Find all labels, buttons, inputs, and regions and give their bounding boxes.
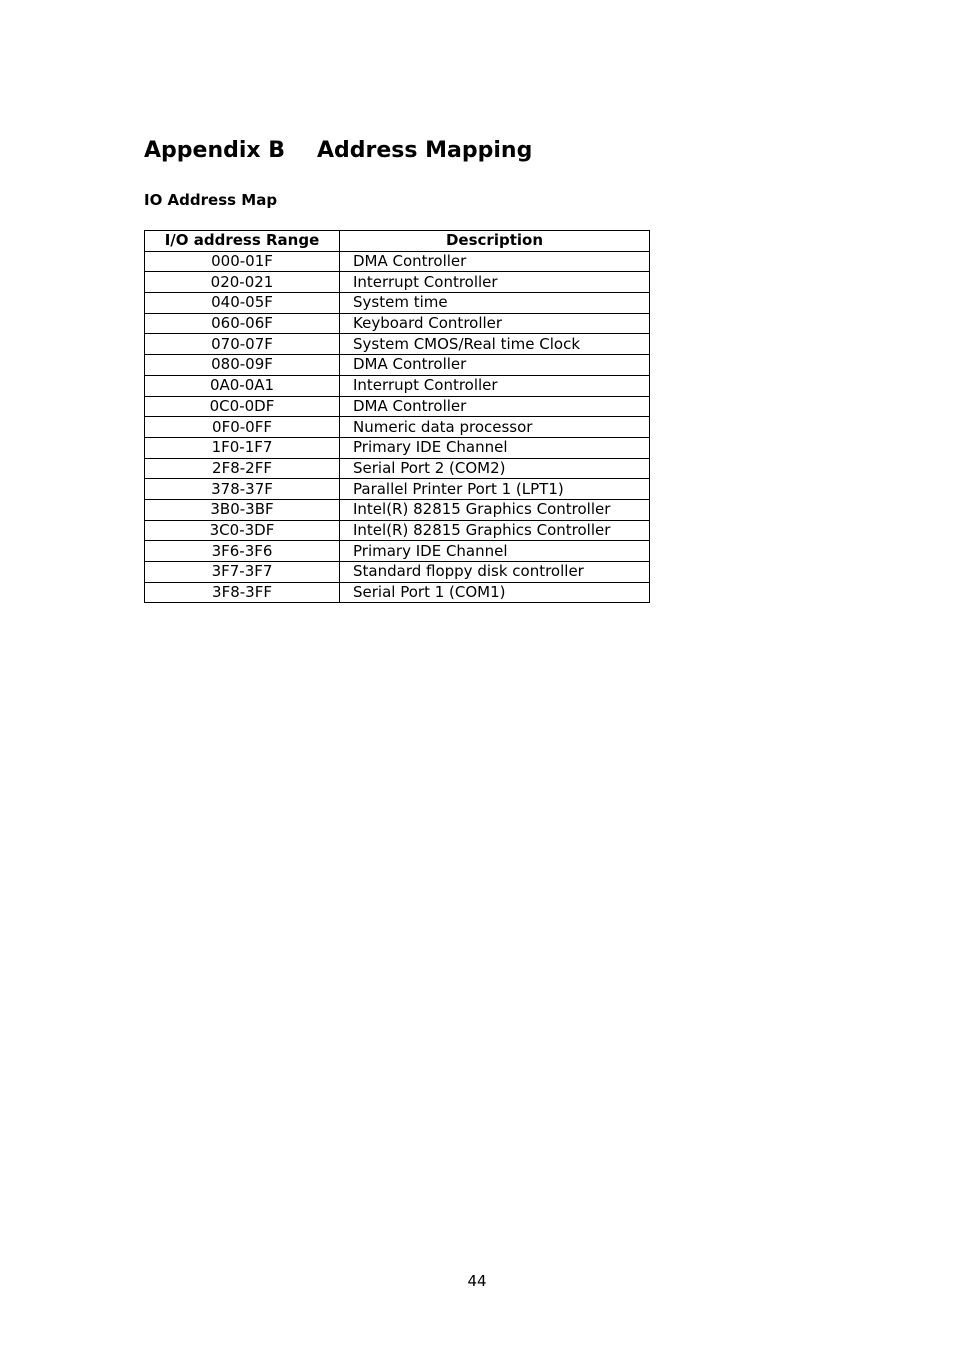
range-cell: 2F8-2FF [145, 458, 340, 479]
description-cell: DMA Controller [340, 355, 650, 376]
range-cell: 0F0-0FF [145, 417, 340, 438]
header-range: I/O address Range [145, 231, 340, 252]
range-cell: 070-07F [145, 334, 340, 355]
range-cell: 3F7-3F7 [145, 562, 340, 583]
appendix-title: Address Mapping [317, 138, 533, 163]
table-row [145, 562, 650, 583]
description-cell: System CMOS/Real time Clock [340, 334, 650, 355]
appendix-label: Appendix B [144, 138, 286, 163]
table-row [145, 251, 650, 272]
range-cell: 3B0-3BF [145, 499, 340, 520]
description-cell: Numeric data processor [340, 417, 650, 438]
table-row [145, 334, 650, 355]
range-cell: 378-37F [145, 479, 340, 500]
section-title: IO Address Map [144, 191, 278, 209]
range-cell: 0C0-0DF [145, 396, 340, 417]
range-cell: 3F8-3FF [145, 582, 340, 603]
table-row [145, 417, 650, 438]
description-cell: Interrupt Controller [340, 375, 650, 396]
range-cell: 080-09F [145, 355, 340, 376]
description-cell: Primary IDE Channel [340, 541, 650, 562]
range-cell: 0A0-0A1 [145, 375, 340, 396]
table-row [145, 437, 650, 458]
page-number: 44 [467, 1272, 487, 1290]
range-cell: 040-05F [145, 293, 340, 314]
range-cell: 3C0-3DF [145, 520, 340, 541]
description-cell: Serial Port 2 (COM2) [340, 458, 650, 479]
table-row [145, 293, 650, 314]
range-cell: 000-01F [145, 251, 340, 272]
page-title [144, 138, 532, 163]
io-address-table [144, 230, 650, 603]
description-cell: Keyboard Controller [340, 313, 650, 334]
description-cell: Intel(R) 82815 Graphics Controller [340, 499, 650, 520]
table-row [145, 499, 650, 520]
description-cell: Serial Port 1 (COM1) [340, 582, 650, 603]
description-cell: Primary IDE Channel [340, 437, 650, 458]
range-cell: 3F6-3F6 [145, 541, 340, 562]
table-row [145, 272, 650, 293]
header-description: Description [340, 231, 650, 252]
table-row [145, 396, 650, 417]
range-cell: 020-021 [145, 272, 340, 293]
description-cell: DMA Controller [340, 251, 650, 272]
description-cell: Standard floppy disk controller [340, 562, 650, 583]
table-row [145, 313, 650, 334]
table-row [145, 479, 650, 500]
description-cell: DMA Controller [340, 396, 650, 417]
description-cell: Interrupt Controller [340, 272, 650, 293]
description-cell: System time [340, 293, 650, 314]
table-row [145, 375, 650, 396]
table-row [145, 541, 650, 562]
range-cell: 060-06F [145, 313, 340, 334]
table-row [145, 520, 650, 541]
table-header-row [145, 231, 650, 252]
table-row [145, 458, 650, 479]
description-cell: Intel(R) 82815 Graphics Controller [340, 520, 650, 541]
range-cell: 1F0-1F7 [145, 437, 340, 458]
table-row [145, 355, 650, 376]
description-cell: Parallel Printer Port 1 (LPT1) [340, 479, 650, 500]
table-row [145, 582, 650, 603]
